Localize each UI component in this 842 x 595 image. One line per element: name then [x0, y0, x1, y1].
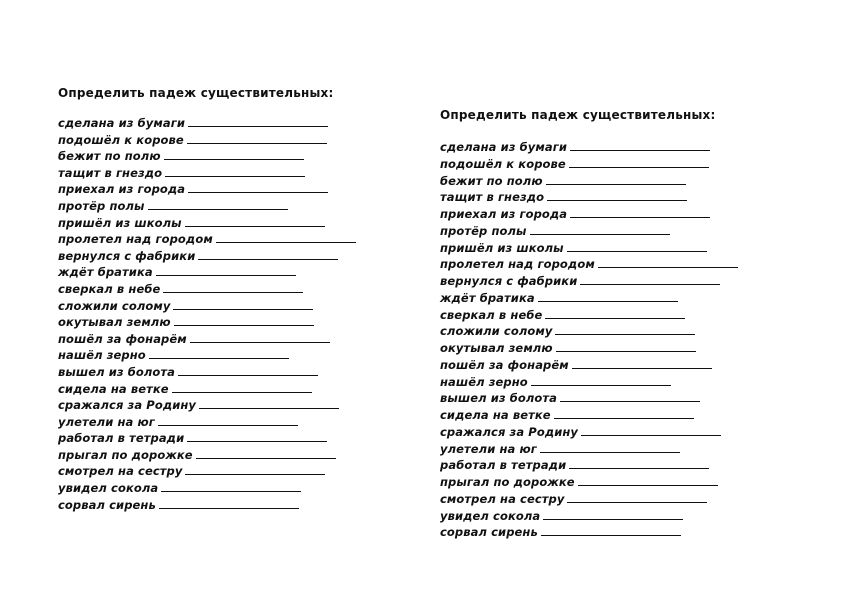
phrase-text: смотрел на сестру	[58, 464, 183, 479]
answer-blank	[543, 508, 683, 520]
phrase-item	[58, 165, 398, 182]
phrase-item	[58, 447, 398, 464]
phrase-text: работал в тетради	[440, 458, 567, 473]
answer-blank	[196, 447, 336, 459]
phrase-item	[58, 331, 398, 348]
phrase-item	[440, 474, 780, 491]
phrase-item	[440, 273, 780, 290]
worksheet-copy-right	[440, 107, 780, 541]
answer-blank	[185, 463, 325, 475]
answer-blank	[165, 165, 305, 177]
phrase-item	[58, 497, 398, 514]
phrase-item	[58, 347, 398, 364]
answer-blank	[198, 248, 338, 260]
phrase-text: сорвал сирень	[58, 497, 156, 512]
answer-blank	[531, 374, 671, 386]
phrase-text: пролетел над городом	[440, 257, 595, 272]
phrase-text: вышел из болота	[440, 391, 558, 406]
phrase-text: пришёл из школы	[440, 240, 564, 255]
phrase-item	[58, 480, 398, 497]
worksheet-copy-left	[58, 85, 398, 513]
phrase-text: приехал из города	[58, 182, 186, 197]
phrase-item	[58, 397, 398, 414]
phrase-text: приехал из города	[440, 207, 568, 221]
answer-blank	[173, 298, 313, 310]
phrase-item	[440, 441, 780, 458]
phrase-text: сложили солому	[58, 298, 171, 313]
answer-blank	[178, 364, 318, 376]
phrase-text: бежит по полю	[58, 149, 161, 164]
answer-blank	[578, 474, 718, 486]
answer-blank	[547, 189, 687, 201]
phrase-item	[58, 148, 398, 165]
phrase-item	[440, 290, 780, 307]
phrase-text: пошёл за фонарём	[440, 357, 569, 372]
phrase-item	[440, 340, 780, 357]
answer-blank	[158, 414, 298, 426]
phrase-item	[440, 424, 780, 441]
phrase-text: вернулся с фабрики	[58, 248, 196, 263]
answer-blank	[148, 198, 288, 210]
answer-blank	[567, 240, 707, 252]
answer-blank	[572, 357, 712, 369]
answer-blank	[163, 281, 303, 293]
phrase-text: вышел из болота	[58, 364, 176, 379]
phrase-text: сделана из бумаги	[58, 116, 185, 130]
answer-blank	[580, 273, 720, 285]
answer-blank	[570, 206, 710, 218]
phrase-text: сверкал в небе	[58, 281, 161, 296]
answer-blank	[159, 497, 299, 509]
phrase-item	[58, 364, 398, 381]
phrase-text: бежит по полю	[440, 173, 543, 188]
phrase-item	[440, 323, 780, 340]
phrase-item	[440, 524, 780, 541]
phrase-item	[440, 357, 780, 374]
phrase-text: нашёл зерно	[440, 374, 528, 389]
answer-blank	[540, 441, 680, 453]
phrase-text: сражался за Родину	[58, 398, 197, 413]
phrase-item	[58, 281, 398, 298]
phrase-text: вернулся с фабрики	[440, 274, 578, 288]
phrase-text: сорвал сирень	[440, 525, 538, 540]
answer-blank	[187, 132, 327, 144]
phrase-text: прыгал по дорожке	[440, 475, 575, 489]
phrase-item	[440, 139, 780, 156]
phrase-item	[58, 231, 398, 248]
phrase-item	[440, 256, 780, 273]
answer-blank	[149, 347, 289, 359]
phrase-text: окутывал землю	[58, 315, 171, 330]
phrase-item	[58, 248, 398, 265]
phrase-item	[58, 430, 398, 447]
answer-blank	[172, 381, 312, 393]
answer-blank	[569, 457, 709, 469]
answer-blank	[199, 397, 339, 409]
phrase-text: сражался за Родину	[440, 424, 579, 439]
phrase-text: подошёл к корове	[440, 156, 566, 171]
phrase-text: пошёл за фонарём	[58, 331, 187, 346]
phrase-item	[440, 457, 780, 474]
phrase-text: сверкал в небе	[440, 307, 543, 322]
phrase-text: протёр полы	[58, 198, 145, 213]
answer-blank	[541, 524, 681, 536]
phrase-text: окутывал землю	[440, 341, 553, 355]
answer-blank	[581, 424, 721, 436]
phrase-text: пролетел над городом	[58, 232, 213, 247]
answer-blank	[598, 256, 738, 268]
phrase-text: смотрел на сестру	[440, 491, 565, 506]
phrase-item	[440, 189, 780, 206]
phrase-text: прыгал по дорожке	[58, 447, 193, 462]
answer-blank	[190, 331, 330, 343]
answer-blank	[570, 139, 710, 151]
phrase-item	[58, 215, 398, 232]
answer-blank	[546, 173, 686, 185]
answer-blank	[545, 307, 685, 319]
worksheet-heading: Определить падеж существительных:	[58, 86, 334, 100]
answer-blank	[185, 215, 325, 227]
phrase-item	[58, 198, 398, 215]
answer-blank	[216, 231, 356, 243]
phrase-item	[440, 508, 780, 525]
worksheet-heading: Определить падеж существительных:	[440, 108, 716, 122]
answer-blank	[567, 491, 707, 503]
phrase-item	[58, 115, 398, 132]
phrase-text: сидела на ветке	[58, 381, 169, 396]
phrase-text: улетели на юг	[58, 414, 155, 429]
answer-blank	[556, 340, 696, 352]
answer-blank	[560, 390, 700, 402]
answer-blank	[188, 115, 328, 127]
phrase-item	[440, 390, 780, 407]
phrase-item	[440, 491, 780, 508]
phrase-text: пришёл из школы	[58, 215, 182, 230]
phrase-list	[58, 115, 398, 513]
answer-blank	[164, 148, 304, 160]
phrase-item	[58, 463, 398, 480]
phrase-text: нашёл зерно	[58, 348, 146, 363]
phrase-item	[440, 156, 780, 173]
phrase-item	[440, 173, 780, 190]
answer-blank	[156, 264, 296, 276]
phrase-text: сделана из бумаги	[440, 140, 567, 154]
phrase-item	[440, 407, 780, 424]
answer-blank	[188, 181, 328, 193]
phrase-text: работал в тетради	[58, 431, 185, 446]
answer-blank	[161, 480, 301, 492]
phrase-item	[440, 374, 780, 391]
phrase-text: улетели на юг	[440, 441, 537, 456]
phrase-text: сидела на ветке	[440, 408, 551, 422]
phrase-item	[58, 314, 398, 331]
answer-blank	[555, 323, 695, 335]
phrase-item	[58, 298, 398, 315]
phrase-text: увидел сокола	[440, 508, 541, 523]
phrase-item	[440, 307, 780, 324]
phrase-text: ждёт братика	[58, 265, 153, 280]
phrase-text: протёр полы	[440, 223, 527, 238]
phrase-item	[440, 223, 780, 240]
answer-blank	[569, 156, 709, 168]
phrase-text: ждёт братика	[440, 290, 535, 305]
phrase-item	[58, 414, 398, 431]
answer-blank	[538, 290, 678, 302]
answer-blank	[174, 314, 314, 326]
phrase-item	[58, 132, 398, 149]
phrase-item	[440, 240, 780, 257]
phrase-text: сложили солому	[440, 324, 553, 339]
phrase-item	[58, 264, 398, 281]
phrase-list	[440, 139, 780, 541]
phrase-text: увидел сокола	[58, 481, 159, 496]
phrase-item	[440, 206, 780, 223]
phrase-item	[58, 181, 398, 198]
phrase-text: тащит в гнездо	[58, 165, 163, 180]
answer-blank	[554, 407, 694, 419]
phrase-item	[58, 381, 398, 398]
phrase-text: подошёл к корове	[58, 132, 184, 147]
answer-blank	[530, 223, 670, 235]
answer-blank	[187, 430, 327, 442]
phrase-text: тащит в гнездо	[440, 190, 545, 205]
